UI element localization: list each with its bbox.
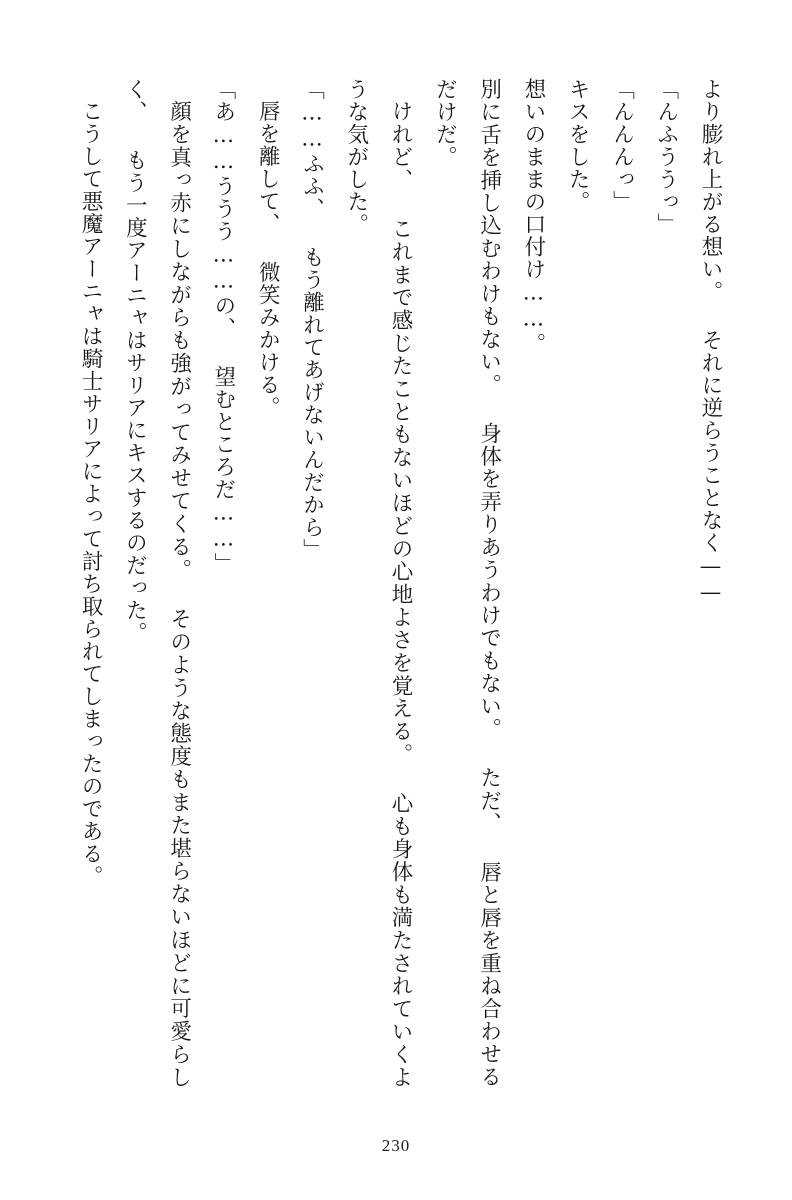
paragraph: 別に舌を挿し込むわけもない。 身体を弄りあうわけでもない。 ただ、 唇と唇を重ね合わせるだけだ。 — [432, 78, 502, 1089]
paragraph: 「んんんっ」 — [609, 78, 635, 213]
paragraph: より膨れ上がる想い。 それに逆らうことなく—— — [698, 78, 723, 606]
paragraph: 顔を真っ赤にしながらも強がってみせてくる。 そのような態度もまた堪らないほどに可愛らしく、 もう一度アーニャはサリアにキスするのだった。 — [122, 78, 192, 1088]
paragraph: 唇を離して、 微笑みかける。 — [255, 99, 281, 418]
paragraph: キスをした。 — [565, 78, 591, 213]
paragraph: こうして悪魔アーニャは騎士サリアによって討ち取られてしまったのである。 — [78, 99, 104, 887]
paragraph: 想いのままの口付け……。 — [520, 78, 546, 355]
paragraph: 「あ……ううう……の、 望むところだ……」 — [210, 78, 236, 575]
paragraph: 「……ふふ、 もう離れてあげないんだから」 — [299, 78, 325, 561]
vertical-text-body — [78, 78, 732, 1089]
page-number: 230 — [381, 1136, 411, 1155]
paragraph: けれど、 これまで感じたこともないほどの心地よさを覚える。 心も身体も満たされていくような気がした。 — [343, 78, 414, 1088]
paragraph: 「んふううっ」 — [653, 78, 679, 236]
